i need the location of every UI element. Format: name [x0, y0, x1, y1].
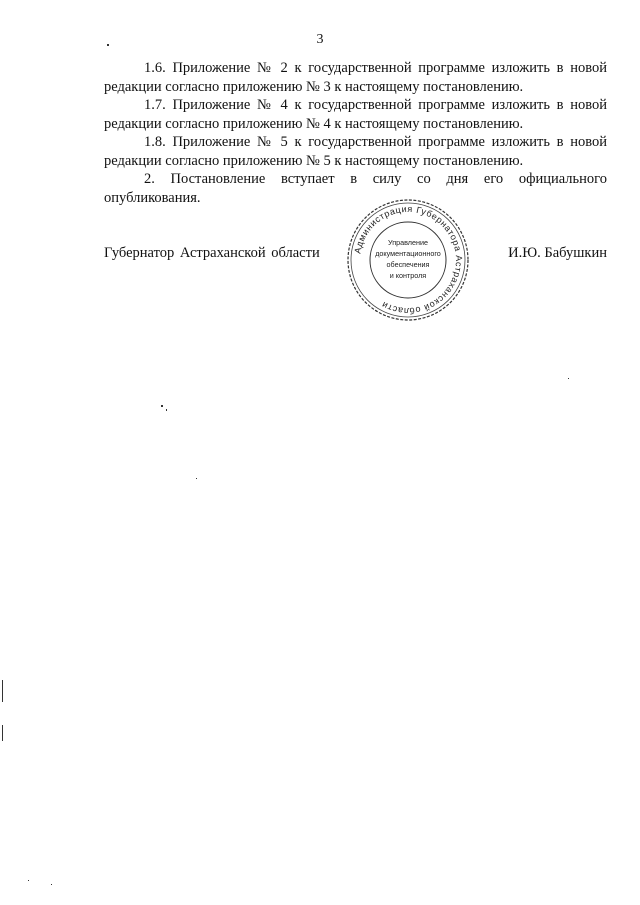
- scan-speck: [51, 884, 52, 885]
- body-text: [104, 59, 607, 207]
- signatory-name: И.Ю. Бабушкин: [508, 245, 607, 261]
- stamp-center-line-1: Управление: [388, 238, 428, 247]
- scan-speck: [107, 44, 109, 46]
- scan-speck: [161, 405, 163, 407]
- scan-edge-mark: [2, 680, 3, 702]
- page-number: 3: [316, 32, 324, 47]
- scan-speck: [196, 478, 197, 479]
- scan-speck: [166, 409, 167, 411]
- stamp-ring-text: Администрация Губернатора Астраханской области: [352, 203, 465, 317]
- scan-edge-mark: [2, 725, 3, 741]
- paragraph-1-8: 1.8. Приложение № 5 к государственной программе изложить в новой редакции согласно приложению № 5 к настоящему постановлению.: [104, 134, 607, 169]
- paragraph-2: 2. Постановление вступает в силу со дня его официального опубликования.: [104, 171, 607, 206]
- signature-block: [0, 245, 640, 265]
- stamp-center-line-4: и контроля: [389, 271, 427, 280]
- stamp-seal-graphic: [345, 197, 471, 323]
- scan-speck: [28, 880, 29, 881]
- paragraph-1-6: 1.6. Приложение № 2 к государственной программе изложить в новой редакции согласно приложению № 3 к настоящему постановлению.: [104, 60, 607, 95]
- signatory-title: Губернатор Астраханской области: [104, 245, 320, 261]
- stamp-center-line-2: документационного: [375, 249, 441, 258]
- official-stamp: [345, 197, 471, 323]
- stamp-center-line-3: обеспечения: [386, 260, 430, 269]
- paragraph-1-7: 1.7. Приложение № 4 к государственной программе изложить в новой редакции согласно приложению № 4 к настоящему постановлению.: [104, 97, 607, 132]
- scan-speck: [568, 378, 569, 379]
